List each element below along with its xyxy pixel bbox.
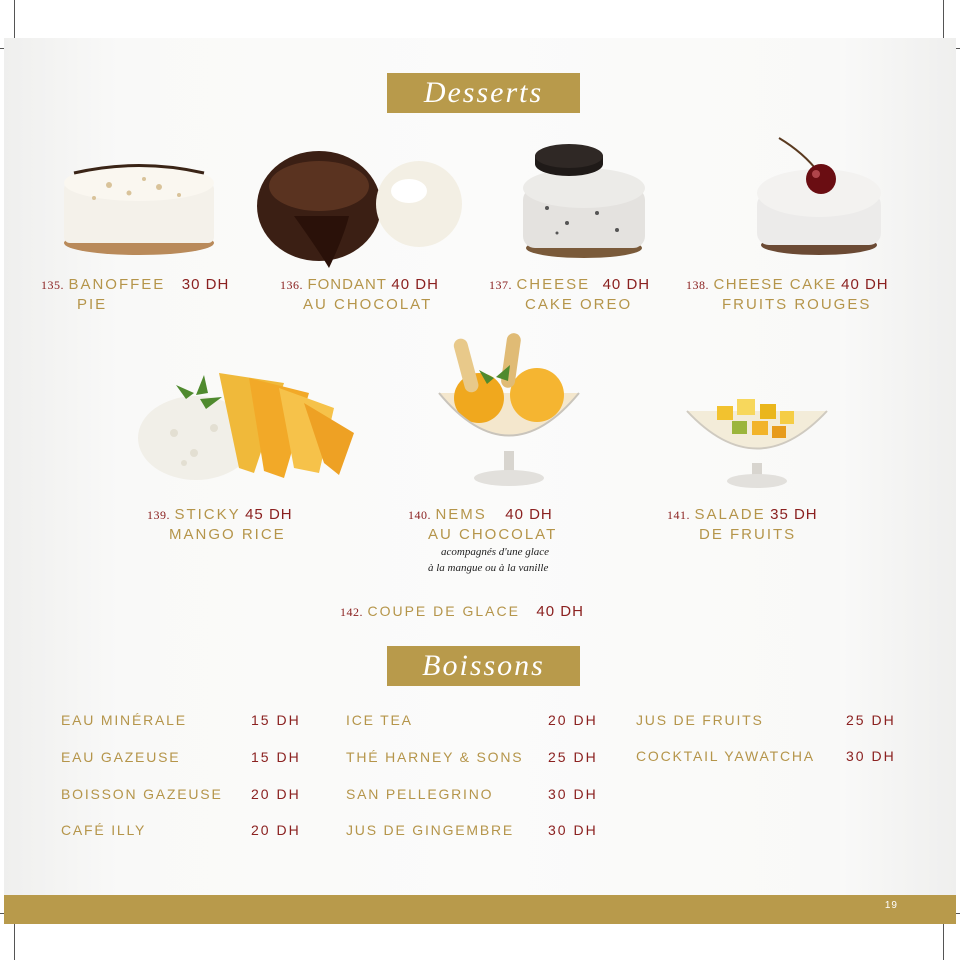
dessert-item-140: 140. NEMS 40 DH AU CHOCOLAT acompagnés d'une glace à la mangue ou à la vanille <box>408 506 558 574</box>
page-number: 19 <box>884 900 898 911</box>
dessert-item-141: 141. SALADE 35 DH DE FRUITS <box>667 506 818 543</box>
drink-item: JUS DE GINGEMBRE 30 DH <box>346 822 598 838</box>
dessert-item-135: 135. BANOFFEE 30 DH PIE <box>41 276 230 313</box>
crop-mark <box>943 924 944 960</box>
drink-item: JUS DE FRUITS 25 DH <box>636 712 896 728</box>
drink-item: COCKTAIL YAWATCHA 30 DH <box>636 748 896 764</box>
drink-item: THÉ HARNEY & SONS 25 DH <box>346 749 598 765</box>
fondant-chocolat-photo <box>249 146 469 271</box>
drink-item: BOISSON GAZEUSE 20 DH <box>61 786 301 802</box>
drink-item: ICE TEA 20 DH <box>346 712 598 728</box>
dessert-item-139: 139. STICKY 45 DH MANGO RICE <box>147 506 293 543</box>
drink-item: EAU MINÉRALE 15 DH <box>61 712 301 728</box>
crop-mark <box>14 924 15 960</box>
drink-item: EAU GAZEUSE 15 DH <box>61 749 301 765</box>
banoffee-pie-photo <box>49 143 229 263</box>
dessert-item-142: 142. COUPE DE GLACE 40 DH <box>340 603 584 620</box>
footer-bar <box>4 895 956 924</box>
boissons-title: Boissons <box>387 646 580 686</box>
drink-item: SAN PELLEGRINO 30 DH <box>346 786 598 802</box>
dessert-item-138: 138. CHEESE CAKE 40 DH FRUITS ROUGES <box>686 276 889 313</box>
crop-mark <box>943 0 944 38</box>
cheesecake-oreo-photo <box>517 138 652 263</box>
drink-item: CAFÉ ILLY 20 DH <box>61 822 301 838</box>
dessert-item-136: 136. FONDANT 40 DH AU CHOCOLAT <box>280 276 439 313</box>
nems-chocolat-photo <box>434 333 584 488</box>
sticky-mango-rice-photo <box>134 363 359 488</box>
salade-fruits-photo <box>682 371 832 491</box>
dessert-item-137: 137. CHEESE 40 DH CAKE OREO <box>489 276 651 313</box>
cheesecake-fruits-rouges-photo <box>749 133 889 263</box>
menu-page <box>4 38 956 924</box>
desserts-title: Desserts <box>387 73 580 113</box>
crop-mark <box>14 0 15 38</box>
